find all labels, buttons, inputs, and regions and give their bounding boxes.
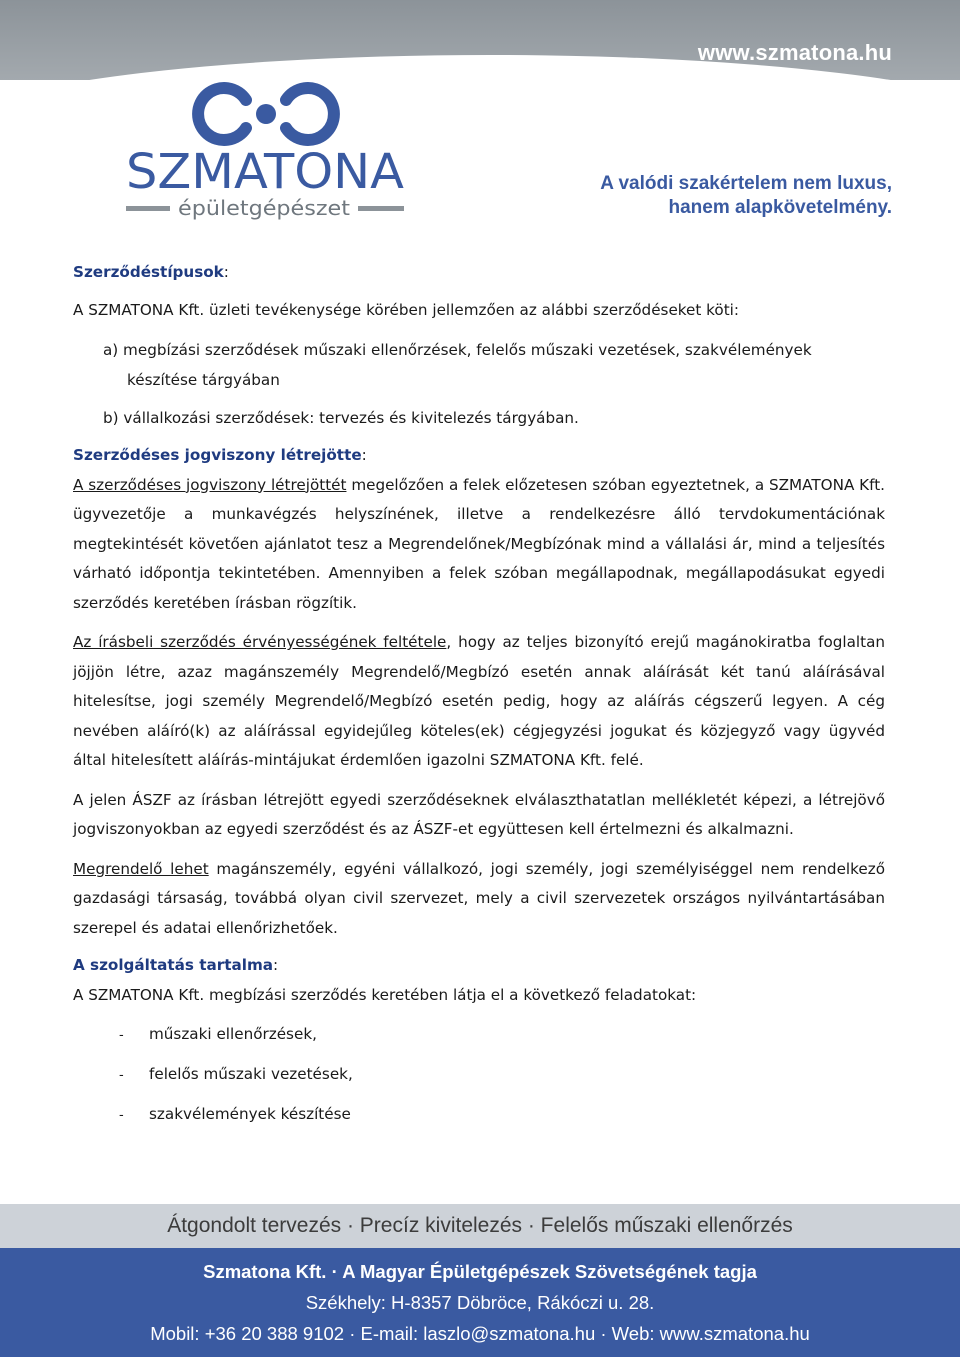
footer-slogan: Átgondolt tervezés · Precíz kivitelezés · Felelős műszaki ellenőrzés [0,1204,960,1248]
list-item: - felelős műszaki vezetések, [119,1060,885,1090]
header-url[interactable]: www.szmatona.hu [697,40,892,65]
section-heading-service: A szolgáltatás tartalma: [73,956,279,974]
footer-address-line: Székhely: H-8357 Döbröce, Rákóczi u. 28. [305,1292,655,1313]
footer-company-line: Szmatona Kft. · A Magyar Épületgépészek Szövetségének tagja [203,1261,757,1282]
bullet-dash: - [119,1028,124,1043]
footer-contact-line[interactable]: Mobil: +36 20 388 9102 · E-mail: laszlo@szmatona.hu · Web: www.szmatona.hu [150,1323,810,1344]
creation-paragraph-2: Az írásbeli szerződés érvényességének feltétele, hogy az teljes bizonyító erejű magánokiratba foglaltan jöjjön létre, azaz magánszemély Megrendelő/Megbízó esetén annak aláírását két tanú aláírásával hitelesítse, jogi személy Megrendelő/Megbízó esetén pedig, hogy az aláírás cégszerű legyen. A cég nevében aláíró(k) az aláírással egyidejűleg köteles(ek) cégjegyzési jogukat és közjegyző vagy ügyvéd által hitelesített aláírás-mintájukat érdemlően igazolni SZMATONA Kft. felé. [73,633,886,769]
section-heading-creation: Szerződéses jogviszony létrejötte: [73,446,367,464]
tagline-line1: A valódi szakértelem nem luxus, [600,173,892,194]
section-heading-types: Szerződéstípusok: [73,263,229,281]
list-item: - műszaki ellenőrzések, [119,1020,885,1050]
creation-paragraph-4: Megrendelő lehet magánszemély, egyéni vállalkozó, jogi személy, jogi személyiséggel nem rendelkező gazdasági társaság, továbbá olyan civil szervezet, mely a civil szervezetek országos nyilvántartásában szerepel és adatai ellenőrizhetőek. [73,859,885,937]
list-item: - szakvélemények készítése [119,1100,885,1130]
tagline-line2: hanem alapkövetelmény. [668,197,892,218]
logo-subtitle: épületgépészet [178,196,351,220]
underlined-phrase: A szerződéses jogviszony létrejöttét [73,475,347,494]
types-intro: A SZMATONA Kft. üzleti tevékenysége körében jellemzően az alábbi szerződéseket köti: [73,300,740,319]
document-body [73,258,885,1140]
list-item: a) megbízási szerződések műszaki ellenőrzések, felelős műszaki vezetések, szakvélemények készítése tárgyában [103,341,812,389]
underlined-phrase: Megrendelő lehet [73,859,209,878]
creation-paragraph-1: A szerződéses jogviszony létrejöttét megelőzően a felek előzetesen szóban egyeztetnek, a SZMATONA Kft. ügyvezetője a munkavégzés helyszínének, illetve a rendelkezésre álló tervdokumentációnak megtekintését követően ajánlatot tesz a Megrendelőnek/Megbízónak mind a vállalási ár, mind a teljesítés várható időpontja tekintetében. Amennyiben a felek szóban megállapodnak, megállapodásukat egyedi szerződés keretében írásban rögzítik. [73,475,885,612]
bullet-dash: - [119,1068,124,1083]
creation-paragraph-3: A jelen ÁSZF az írásban létrejött egyedi szerződéseknek elválaszthatatlan mellékletét képezi, a létrejövő jogviszonyokban az egyedi szerződést és az ÁSZF-et együttesen kell értelmezni és alkalmazni. [73,790,885,838]
logo-wordmark: SZMATONA [126,144,405,200]
service-list [119,1020,885,1130]
service-intro: A SZMATONA Kft. megbízási szerződés keretében látja el a következő feladatokat: [73,985,697,1004]
contract-types-list [103,335,885,433]
underlined-phrase: Az írásbeli szerződés érvényességének feltétele [73,633,447,651]
header-tagline [600,172,892,220]
list-item: b) vállalkozási szerződések: tervezés és kivitelezés tárgyában. [103,409,579,427]
bullet-dash: - [119,1108,124,1123]
footer-contact [0,1248,960,1357]
logo-mark-icon [126,80,406,225]
company-logo [126,80,406,225]
